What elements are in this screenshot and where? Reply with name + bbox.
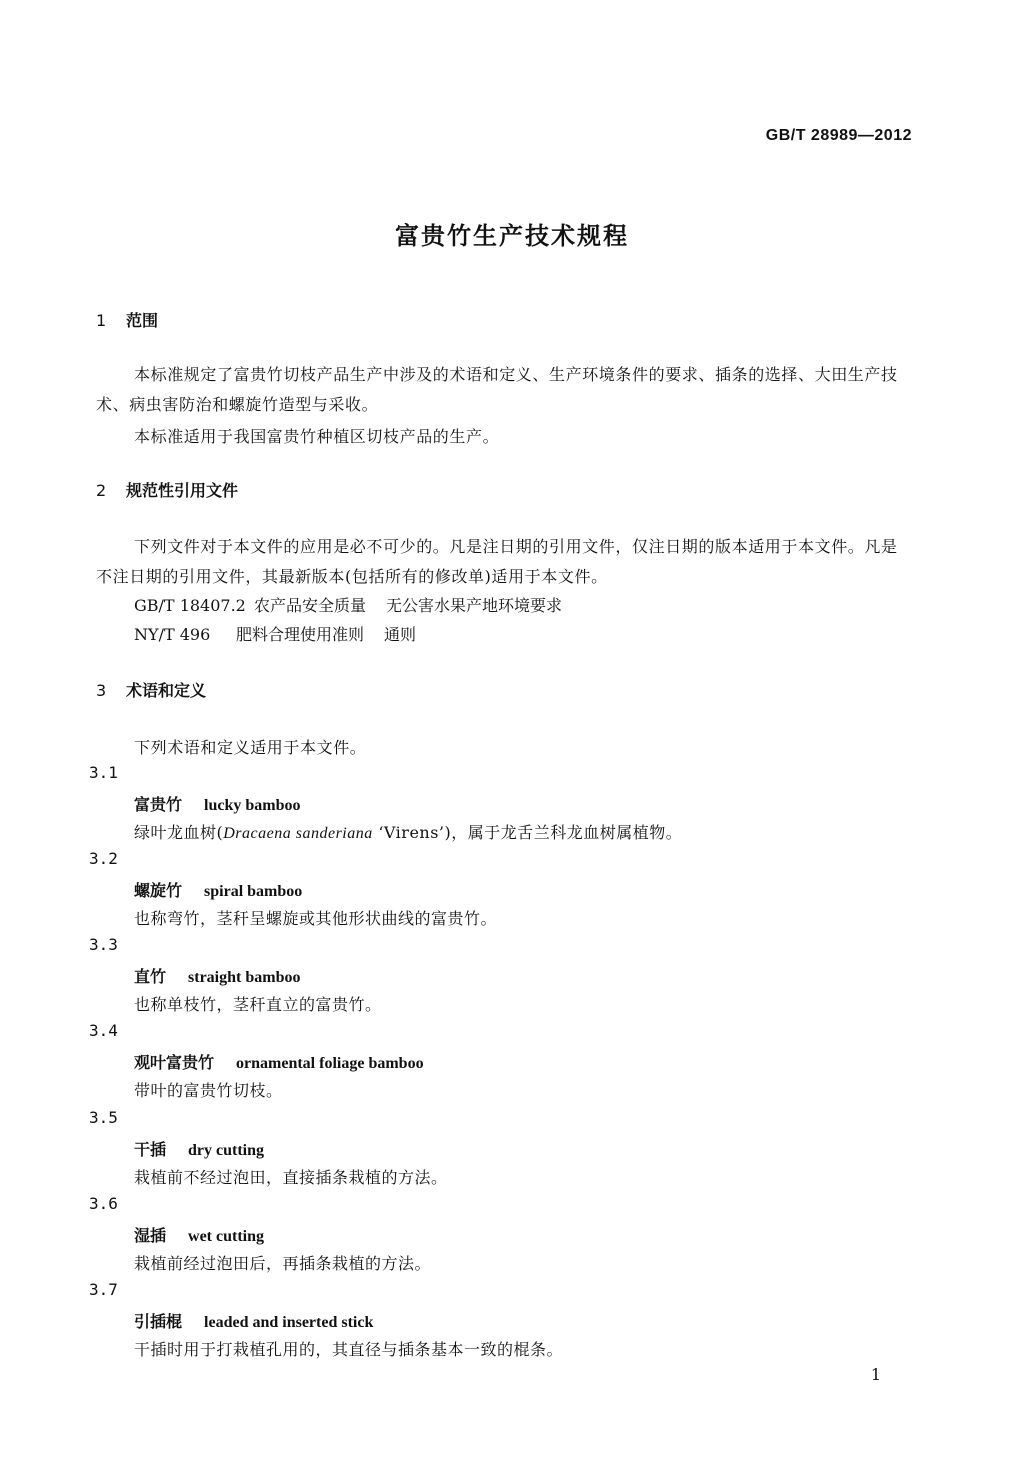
section-1-heading — [96, 308, 158, 331]
term-definition: 带叶的富贵竹切枝。 — [134, 1081, 283, 1100]
term-number: 3.7 — [89, 1280, 118, 1299]
term-chinese: 观叶富贵竹 — [134, 1053, 215, 1072]
document-title: 富贵竹生产技术规程 — [395, 222, 629, 250]
definition-text: ‘Virens’)，属于龙舌兰科龙血树属植物。 — [372, 823, 683, 842]
term-definition: 栽植前不经过泡田，直接插条栽植的方法。 — [134, 1168, 448, 1187]
term-number: 3.3 — [89, 935, 118, 954]
term-english: straight bamboo — [188, 969, 301, 986]
term-english: dry cutting — [188, 1142, 265, 1159]
page-number: 1 — [870, 1365, 881, 1384]
term-chinese: 螺旋竹 — [134, 881, 183, 900]
section-1-paragraph-1: 本标准规定了富贵竹切枝产品生产中涉及的术语和定义、生产环境条件的要求、插条的选择、大田生产技术、病虫害防治和螺旋竹造型与采收。 — [96, 365, 898, 414]
scientific-name: Dracaena sanderiana — [223, 825, 373, 842]
term-chinese: 干插 — [134, 1140, 167, 1159]
reference-title-part-1: 肥料合理使用准则 — [236, 625, 365, 644]
standard-number: GB/T 28989—2012 — [765, 127, 912, 144]
reference-title-part-1: 农产品安全质量 — [254, 596, 367, 615]
term-heading — [134, 1050, 424, 1073]
term-heading — [134, 1309, 373, 1332]
term-chinese: 直竹 — [134, 967, 167, 986]
reference-code: NY/T 496 — [134, 625, 211, 644]
section-title: 规范性引用文件 — [126, 481, 239, 500]
term-number: 3.6 — [89, 1194, 118, 1213]
term-number: 3.4 — [89, 1021, 118, 1040]
term-english: ornamental foliage bamboo — [236, 1055, 424, 1072]
term-number: 3.2 — [89, 849, 118, 868]
section-2-paragraph-1: 下列文件对于本文件的应用是必不可少的。凡是注日期的引用文件，仅注日期的版本适用于本文件。凡是不注日期的引用文件，其最新版本(包括所有的修改单)适用于本文件。 — [96, 537, 898, 586]
normative-reference — [134, 622, 416, 645]
term-chinese: 湿插 — [134, 1226, 167, 1245]
term-english: spiral bamboo — [204, 883, 303, 900]
term-heading — [134, 1223, 264, 1246]
term-heading — [134, 1137, 264, 1160]
term-number: 3.1 — [89, 763, 118, 782]
term-definition — [134, 820, 682, 843]
section-3-heading — [96, 678, 206, 701]
section-1-paragraph-2: 本标准适用于我国富贵竹种植区切枝产品的生产。 — [134, 427, 500, 446]
term-english: leaded and inserted stick — [204, 1314, 374, 1331]
term-definition: 栽植前经过泡田后，再插条栽植的方法。 — [134, 1254, 432, 1273]
section-number: 3 — [96, 681, 107, 700]
reference-title-part-2: 通则 — [384, 625, 417, 644]
term-number: 3.5 — [89, 1108, 118, 1127]
term-heading — [134, 792, 300, 815]
term-chinese: 引插棍 — [134, 1312, 183, 1331]
term-heading — [134, 878, 302, 901]
definition-text: 绿叶龙血树( — [134, 823, 224, 842]
term-english: wet cutting — [188, 1228, 264, 1245]
section-number: 2 — [96, 481, 107, 500]
reference-title-part-2: 无公害水果产地环境要求 — [386, 596, 563, 615]
term-heading — [134, 964, 300, 987]
term-definition: 干插时用于打栽植孔用的，其直径与插条基本一致的棍条。 — [134, 1340, 564, 1359]
term-english: lucky bamboo — [204, 797, 301, 814]
section-3-intro: 下列术语和定义适用于本文件。 — [134, 738, 367, 757]
section-title: 范围 — [126, 311, 159, 330]
term-definition: 也称单枝竹，茎秆直立的富贵竹。 — [134, 995, 382, 1014]
reference-code: GB/T 18407.2 — [134, 596, 246, 615]
section-2-heading — [96, 478, 238, 501]
term-definition: 也称弯竹，茎秆呈螺旋或其他形状曲线的富贵竹。 — [134, 909, 498, 928]
section-number: 1 — [96, 311, 107, 330]
normative-reference — [134, 593, 562, 616]
term-chinese: 富贵竹 — [134, 795, 183, 814]
section-title: 术语和定义 — [126, 681, 207, 700]
